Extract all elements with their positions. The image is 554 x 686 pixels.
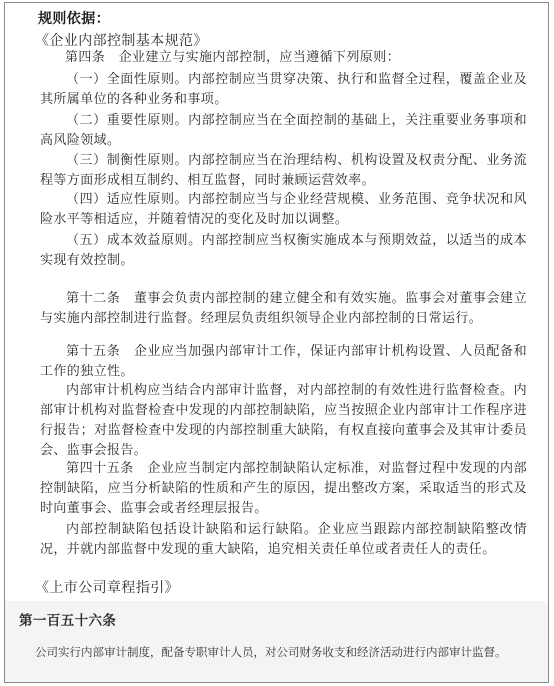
article-15: 第十五条 企业应当加强内部审计工作，保证内部审计机构设置、人员配备和工作的独立性。 — [40, 344, 527, 379]
charter-article-text: 公司实行内部审计制度，配备专职审计人员，对公司财务收支和经济活动进行内部审计监督。 — [35, 645, 507, 659]
principle-importance: （二）重要性原则。内部控制应当在全面控制的基础上，关注重要业务事项和高风险领域。 — [40, 113, 527, 148]
principle-adaptability: （四）适应性原则。内部控制应当与企业经营规模、业务范围、竞争状况和风险水平等相适应，并随着情况的变化及时加以调整。 — [40, 192, 527, 227]
principle-checks-balances: （三）制衡性原则。内部控制应当在治理结构、机构设置及权责分配、业务流程等方面形成相互制约、相互监督，同时兼顾运营效率。 — [40, 153, 527, 188]
article-45: 第四十五条 企业应当制定内部控制缺陷认定标准，对监督过程中发现的内部控制缺陷，应当分析缺陷的性质和产生的原因，提出整改方案，采取适当的形式及时向董事会、监事会或者经理层报告。 — [40, 461, 527, 516]
article-4-intro: 第四条 企业建立与实施内部控制，应当遵循下列原则： — [65, 50, 401, 65]
principle-cost-benefit: （五）成本效益原则。内部控制应当权衡实施成本与预期效益，以适当的成本实现有效控制。 — [40, 233, 527, 268]
principle-comprehensive: （一）全面性原则。内部控制应当贯穿决策、执行和监督全过程，覆盖企业及其所属单位的各种业务和事项。 — [40, 72, 527, 107]
charter-article-number: 第一百五十六条 — [19, 613, 117, 629]
document-page — [4, 2, 549, 683]
article-12: 第十二条 董事会负责内部控制的建立健全和有效实施。监事会对董事会建立与实施内部控制进行监督。经理层负责组织领导企业内部控制的日常运行。 — [40, 291, 527, 326]
guideline-title: 《企业内部控制基本规范》 — [35, 33, 208, 49]
charter-guideline-title: 《上市公司章程指引》 — [35, 580, 179, 596]
article-45-defects: 内部控制缺陷包括设计缺陷和运行缺陷。企业应当跟踪内部控制缺陷整改情况，并就内部监督中发现的重大缺陷，追究相关责任单位或者责任人的责任。 — [40, 522, 527, 557]
rules-basis-heading: 规则依据： — [38, 11, 110, 27]
article-15-internal-audit: 内部审计机构应当结合内部审计监督，对内部控制的有效性进行监督检查。内部审计机构对监督检查中发现的内部控制缺陷，应当按照企业内部审计工作程序进行报告；对监督检查中发现的内部控制重大缺陷，有权直接向董事会及其审计委员会、监事会报告。 — [40, 383, 527, 458]
